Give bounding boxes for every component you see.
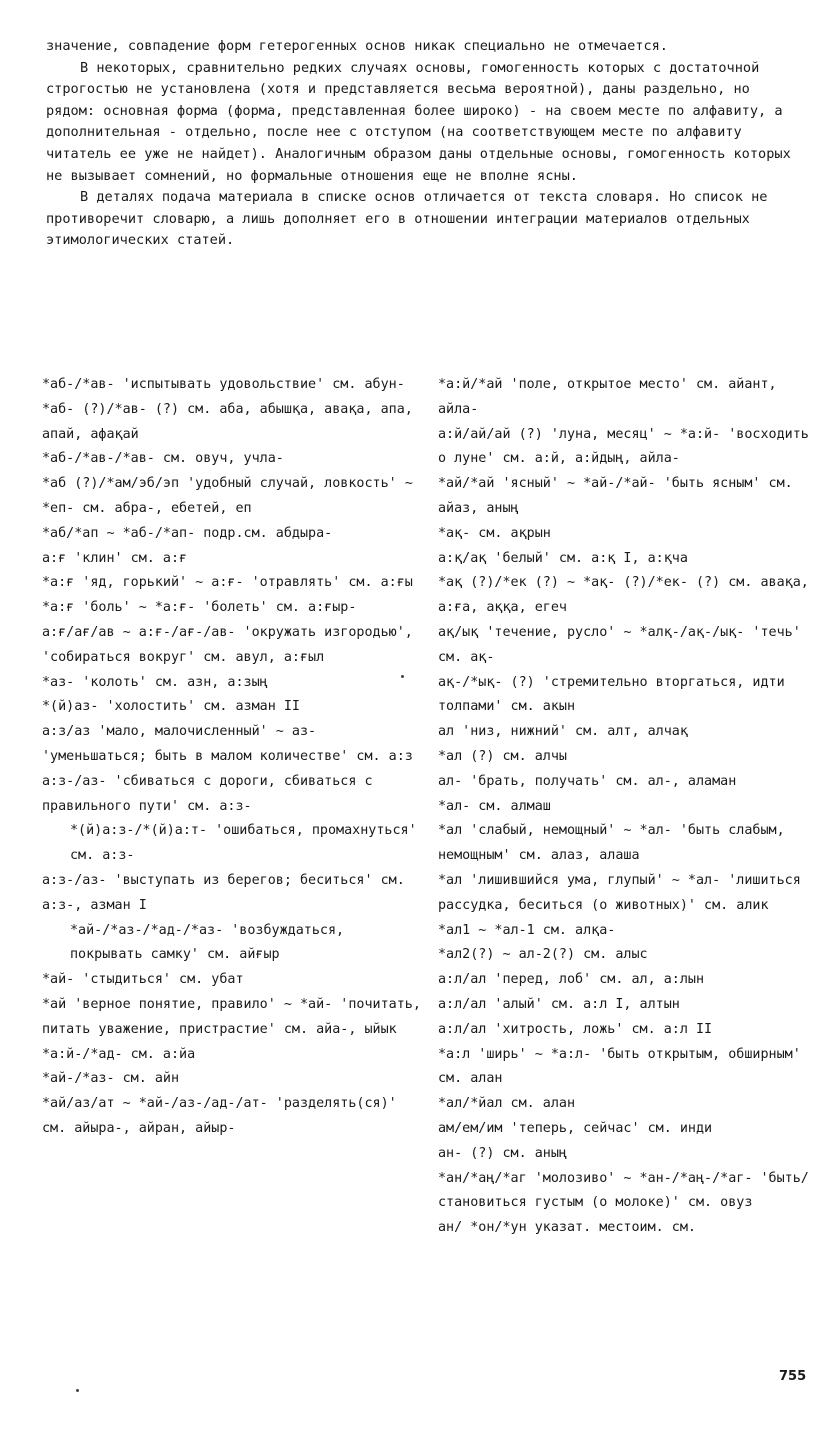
stem-entry: ам/ем/им 'теперь, сейчас' см. инди bbox=[438, 1120, 713, 1136]
stem-entry: *ай/*ай 'ясный' ~ *ай-/*ай- 'быть ясным' см. айаз, аның bbox=[438, 476, 793, 516]
stem-entry-subordinate: *ай-/*аз-/*ад-/*аз- 'возбуждаться, покрывать самку' см. айғыр bbox=[70, 922, 345, 963]
stem-entry: а:з-/аз- 'выступать из берегов; беситься' см. а:з-, азман I bbox=[42, 872, 405, 913]
stem-entry: а:з/аз 'мало, малочисленный' ~ аз- 'уменьшаться; быть в малом количестве' см. а:з bbox=[42, 724, 413, 764]
stem-entry: *аб-/*ав- 'испытывать удовольствие' см. абун- bbox=[42, 377, 405, 392]
stem-entry: *ал 'слабый, немощный' ~ *ал- 'быть слабым, немощным' см. алаз, алаша bbox=[438, 823, 785, 864]
stem-entry: *ақ (?)/*ек (?) ~ *ақ- (?)/*ек- (?) см. авақа, а:ға, аққа, егеч bbox=[438, 575, 809, 616]
stem-entry: *ақ- см. ақрын bbox=[438, 525, 551, 541]
stem-entry: а:й/ай/ай (?) 'луна, месяц' ~ *а:й- 'восходить о луне' см. а:й, а:йдың, айла- bbox=[438, 426, 809, 467]
stem-entry: а:з-/аз- 'сбиваться с дороги, сбиваться с правильного пути' см. а:з- bbox=[42, 773, 373, 814]
stem-entry: а:л/ал 'алый' см. а:л I, алтын bbox=[438, 996, 680, 1012]
stem-entry: *аб- (?)/*ав- (?) см. аба, абышқа, авақа, апа, апай, афақай bbox=[42, 401, 413, 442]
stem-entry: *ай-/*аз- см. айн bbox=[42, 1071, 180, 1087]
stem-entry: *аб (?)/*ам/эб/эп 'удобный случай, ловкость' ~ *еп- см. абра-, ебетей, еп bbox=[42, 476, 413, 516]
intro-text bbox=[46, 36, 806, 252]
stem-entry: *а:л 'ширь' ~ *а:л- 'быть открытым, обширным' см. алан bbox=[438, 1046, 801, 1087]
stem-entry: а:л/ал 'перед, лоб' см. ал, а:лын bbox=[438, 972, 705, 988]
scan-speck bbox=[401, 675, 404, 678]
stem-entry: *а:й/*ай 'поле, открытое место' см. айант, айла- bbox=[438, 377, 777, 417]
stem-entry: ақ/ық 'течение, русло' ~ *алқ-/ақ-/ық- 'течь' см. ақ- bbox=[438, 624, 801, 665]
stem-list-left-column bbox=[42, 373, 422, 1142]
stem-entry: *аб-/*ав-/*ав- см. овуч, учла- bbox=[42, 451, 284, 467]
stem-entry: *ай/аз/ат ~ *ай-/аз-/ад-/ат- 'разделять(ся)' см. айыра-, айран, айыр- bbox=[42, 1096, 397, 1136]
stem-entry: *ал1 ~ *ал-1 см. алқа- bbox=[438, 922, 616, 938]
stem-entry: а:қ/ақ 'белый' см. а:қ I, а:қча bbox=[438, 550, 688, 566]
stem-entry: *ал 'лишившийся ума, глупый' ~ *ал- 'лишиться рассудка, беситься (о животных)' см. алик bbox=[438, 872, 801, 913]
intro-paragraph-2: В некоторых, сравнительно редких случаях основы, гомогенность которых с достаточной строгостью не установлена (хотя и представляется весьма вероятной), даны раздельно, но рядом: основная форма (форма, представленная более широко) - на своем месте по алфавиту, а дополнительная - отдельно, после нее с отступом (на соответствующем месте по алфавиту читатель ее уже не найдет). Аналогичным образом даны отдельные основы, гомогенность которых не вызывает сомнений, но формальные отношения еще не вполне ясны. bbox=[46, 59, 791, 184]
page-number: 755 bbox=[779, 1369, 807, 1384]
stem-entry: *а:ғ 'боль' ~ *а:ғ- 'болеть' см. а:ғыр- bbox=[42, 600, 357, 616]
stem-list-right-column bbox=[438, 373, 818, 1241]
stem-entry: *а:ғ 'яд, горький' ~ а:ғ- 'отравлять' см. а:ғы bbox=[42, 575, 413, 591]
stem-entry: а:ғ 'клин' см. а:ғ bbox=[42, 550, 188, 566]
stem-entry: *ай 'верное понятие, правило' ~ *ай- 'почитать, питать уважение, пристрастие' см. айа-, ыйык bbox=[42, 996, 421, 1037]
stem-entry: а:л/ал 'хитрость, ложь' см. а:л II bbox=[438, 1021, 713, 1037]
intro-paragraph-1: значение, совпадение форм гетерогенных основ никак специально не отмечается. bbox=[46, 38, 668, 54]
stem-entry: ан- (?) см. аның bbox=[438, 1145, 567, 1161]
stem-entry: ал 'низ, нижний' см. алт, алчақ bbox=[438, 724, 688, 740]
stem-entry: ал- 'брать, получать' см. ал-, аламан bbox=[438, 773, 737, 789]
stem-entry: ан/ *он/*ун указат. местоим. см. bbox=[438, 1220, 696, 1236]
stem-entry-subordinate: *(й)а:з-/*(й)а:т- 'ошибаться, промахнуться' см. а:з- bbox=[70, 823, 417, 864]
stem-entry: *ал- см. алмаш bbox=[438, 798, 551, 814]
stem-entry: *аз- 'колоть' см. азн, а:зың bbox=[42, 674, 268, 690]
stem-entry: *ан/*аң/*аг 'молозиво' ~ *ан-/*аң-/*аг- 'быть/становиться густым (о молоке)' см. овуз bbox=[438, 1170, 809, 1211]
scan-speck bbox=[76, 1389, 79, 1392]
stem-entry: а:ғ/ағ/ав ~ а:ғ-/ағ-/ав- 'окружать изгородью', 'собираться вокруг' см. авул, а:ғыл bbox=[42, 624, 413, 665]
stem-entry: *(й)аз- 'холостить' см. азман II bbox=[42, 699, 300, 715]
stem-entry: *ай- 'стыдиться' см. убат bbox=[42, 972, 244, 988]
stem-entry: *аб/*ап ~ *аб-/*ап- подр.см. абдыра- bbox=[42, 525, 333, 541]
stem-entry: *ал (?) см. алчы bbox=[438, 748, 567, 764]
stem-entry: *ал/*йал см. алан bbox=[438, 1096, 576, 1112]
stem-entry: ақ-/*ық- (?) 'стремительно вторгаться, идти толпами' см. акын bbox=[438, 674, 785, 715]
stem-entry: *ал2(?) ~ ал-2(?) см. алыс bbox=[438, 947, 648, 963]
stem-entry: *а:й-/*ад- см. а:йа bbox=[42, 1046, 196, 1062]
intro-paragraph-3: В деталях подача материала в списке основ отличается от текста словаря. Но список не противоречит словарю, а лишь дополняет его в отношении интеграции материалов отдельных этимологических статей. bbox=[46, 189, 768, 249]
